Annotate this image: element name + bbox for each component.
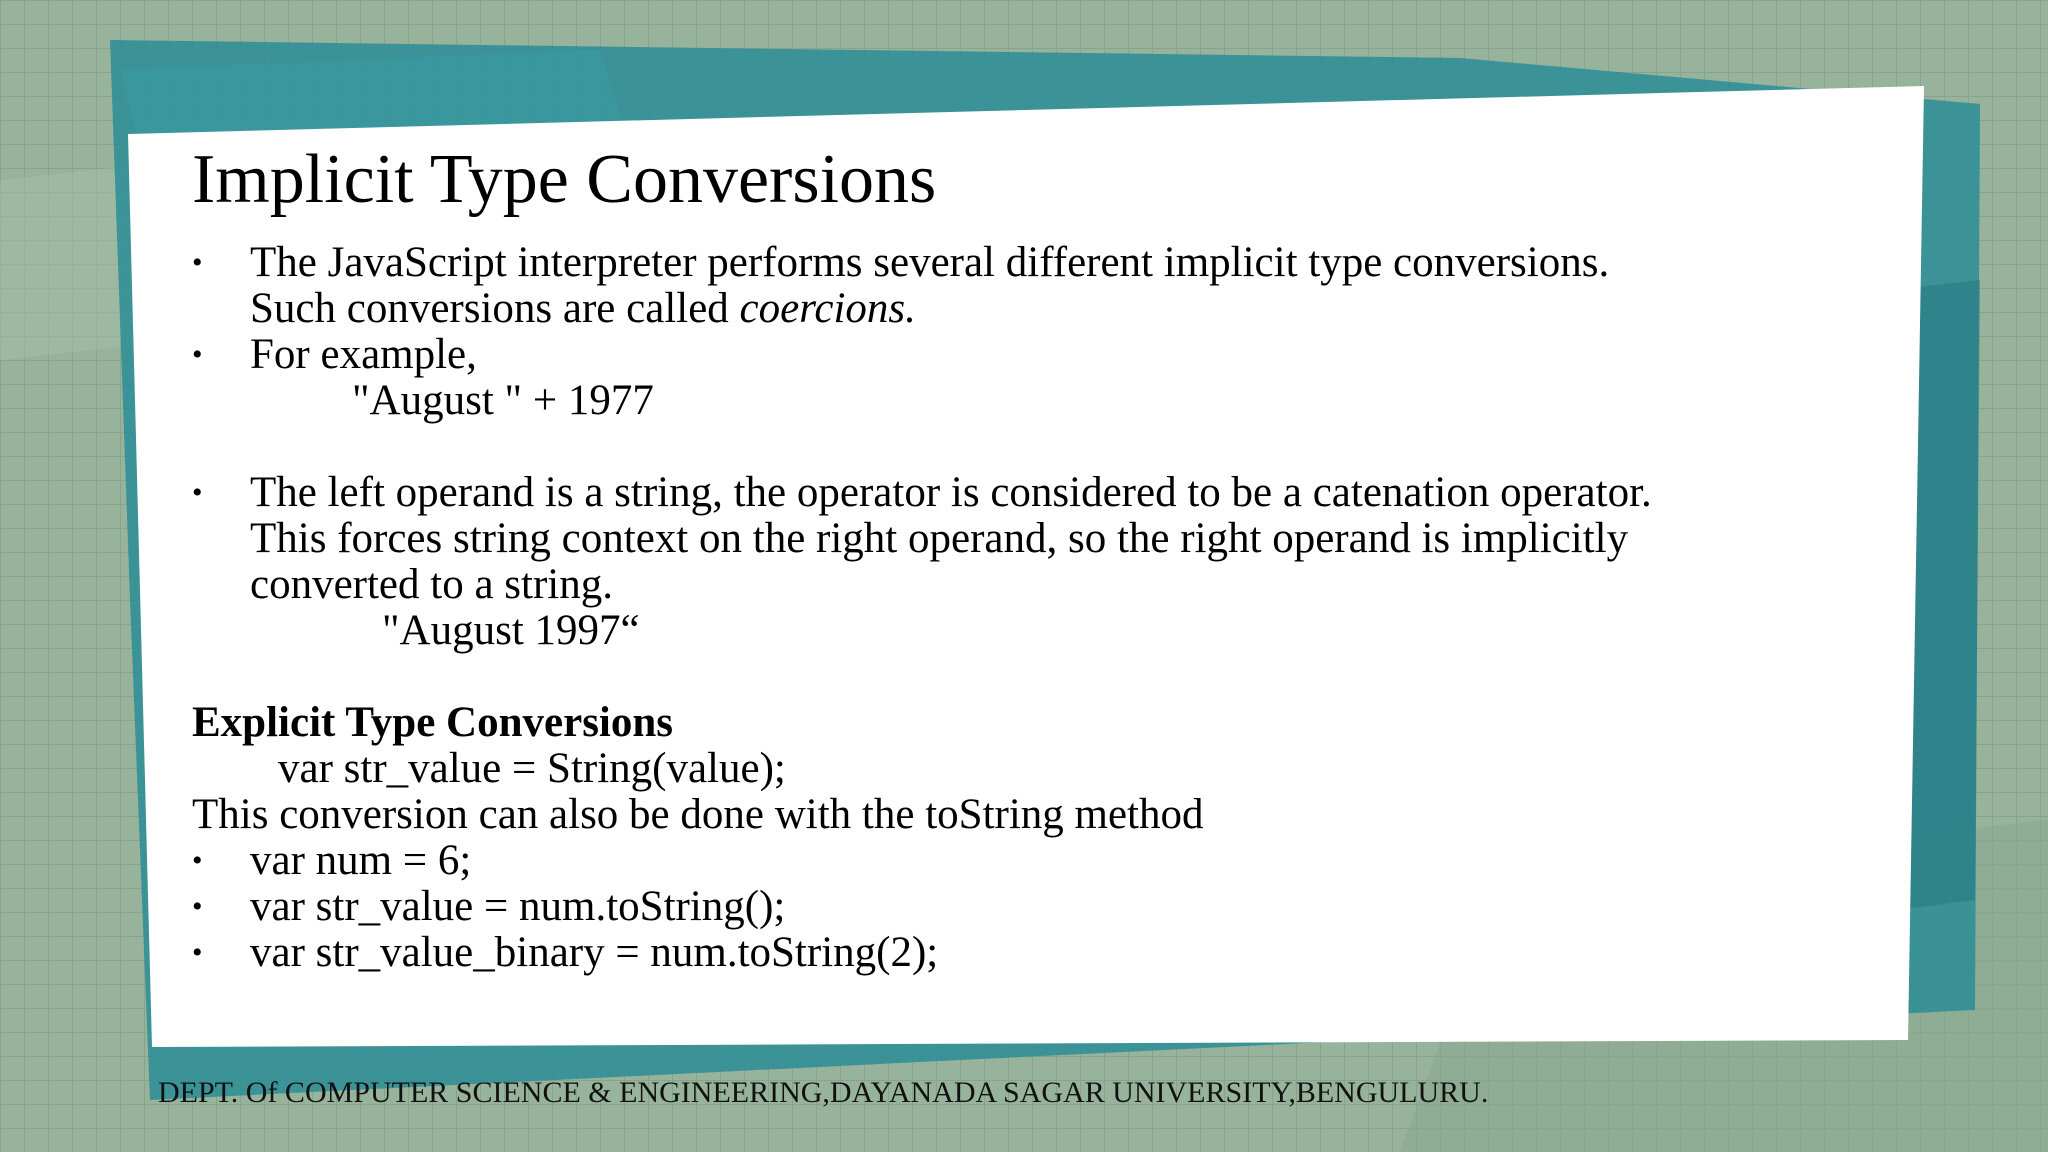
explicit-note: This conversion can also be done with the toString method [192, 791, 1204, 838]
paragraph-3-line-2: This forces string context on the right operand, so the right operand is implicitly [250, 515, 1629, 562]
paragraph-1-line-1: The JavaScript interpreter performs several different implicit type conversions. [250, 239, 1610, 286]
paragraph-1-line-2-text: Such conversions are called [250, 285, 740, 332]
slide-footer: DEPT. Of COMPUTER SCIENCE & ENGINEERING,DAYANADA SAGAR UNIVERSITY,BENGULURU. [158, 1076, 1489, 1109]
coercions-term: coercions. [739, 285, 916, 332]
code-bullet-1: var num = 6; [250, 837, 472, 884]
paragraph-1-line-2 [250, 286, 916, 332]
explicit-heading: Explicit Type Conversions [192, 699, 674, 746]
bullet-marker: • [192, 890, 203, 923]
bullet-marker: • [192, 936, 203, 969]
bullet-marker: • [192, 338, 203, 371]
code-bullet-3: var str_value_binary = num.toString(2); [250, 929, 939, 976]
example-code: "August " + 1977 [352, 377, 654, 424]
explicit-code: var str_value = String(value); [278, 745, 786, 792]
paragraph-3-line-3: converted to a string. [250, 561, 614, 608]
bullet-marker: • [192, 246, 203, 279]
slide-title: Implicit Type Conversions [192, 141, 937, 218]
paragraph-2-line-1: For example, [250, 331, 477, 378]
bullet-marker: • [192, 476, 203, 509]
paragraph-3-line-1: The left operand is a string, the operator is considered to be a catenation operator. [250, 469, 1652, 516]
code-bullet-2: var str_value = num.toString(); [250, 883, 786, 930]
bullet-marker: • [192, 844, 203, 877]
example-result: "August 1997“ [382, 607, 640, 654]
